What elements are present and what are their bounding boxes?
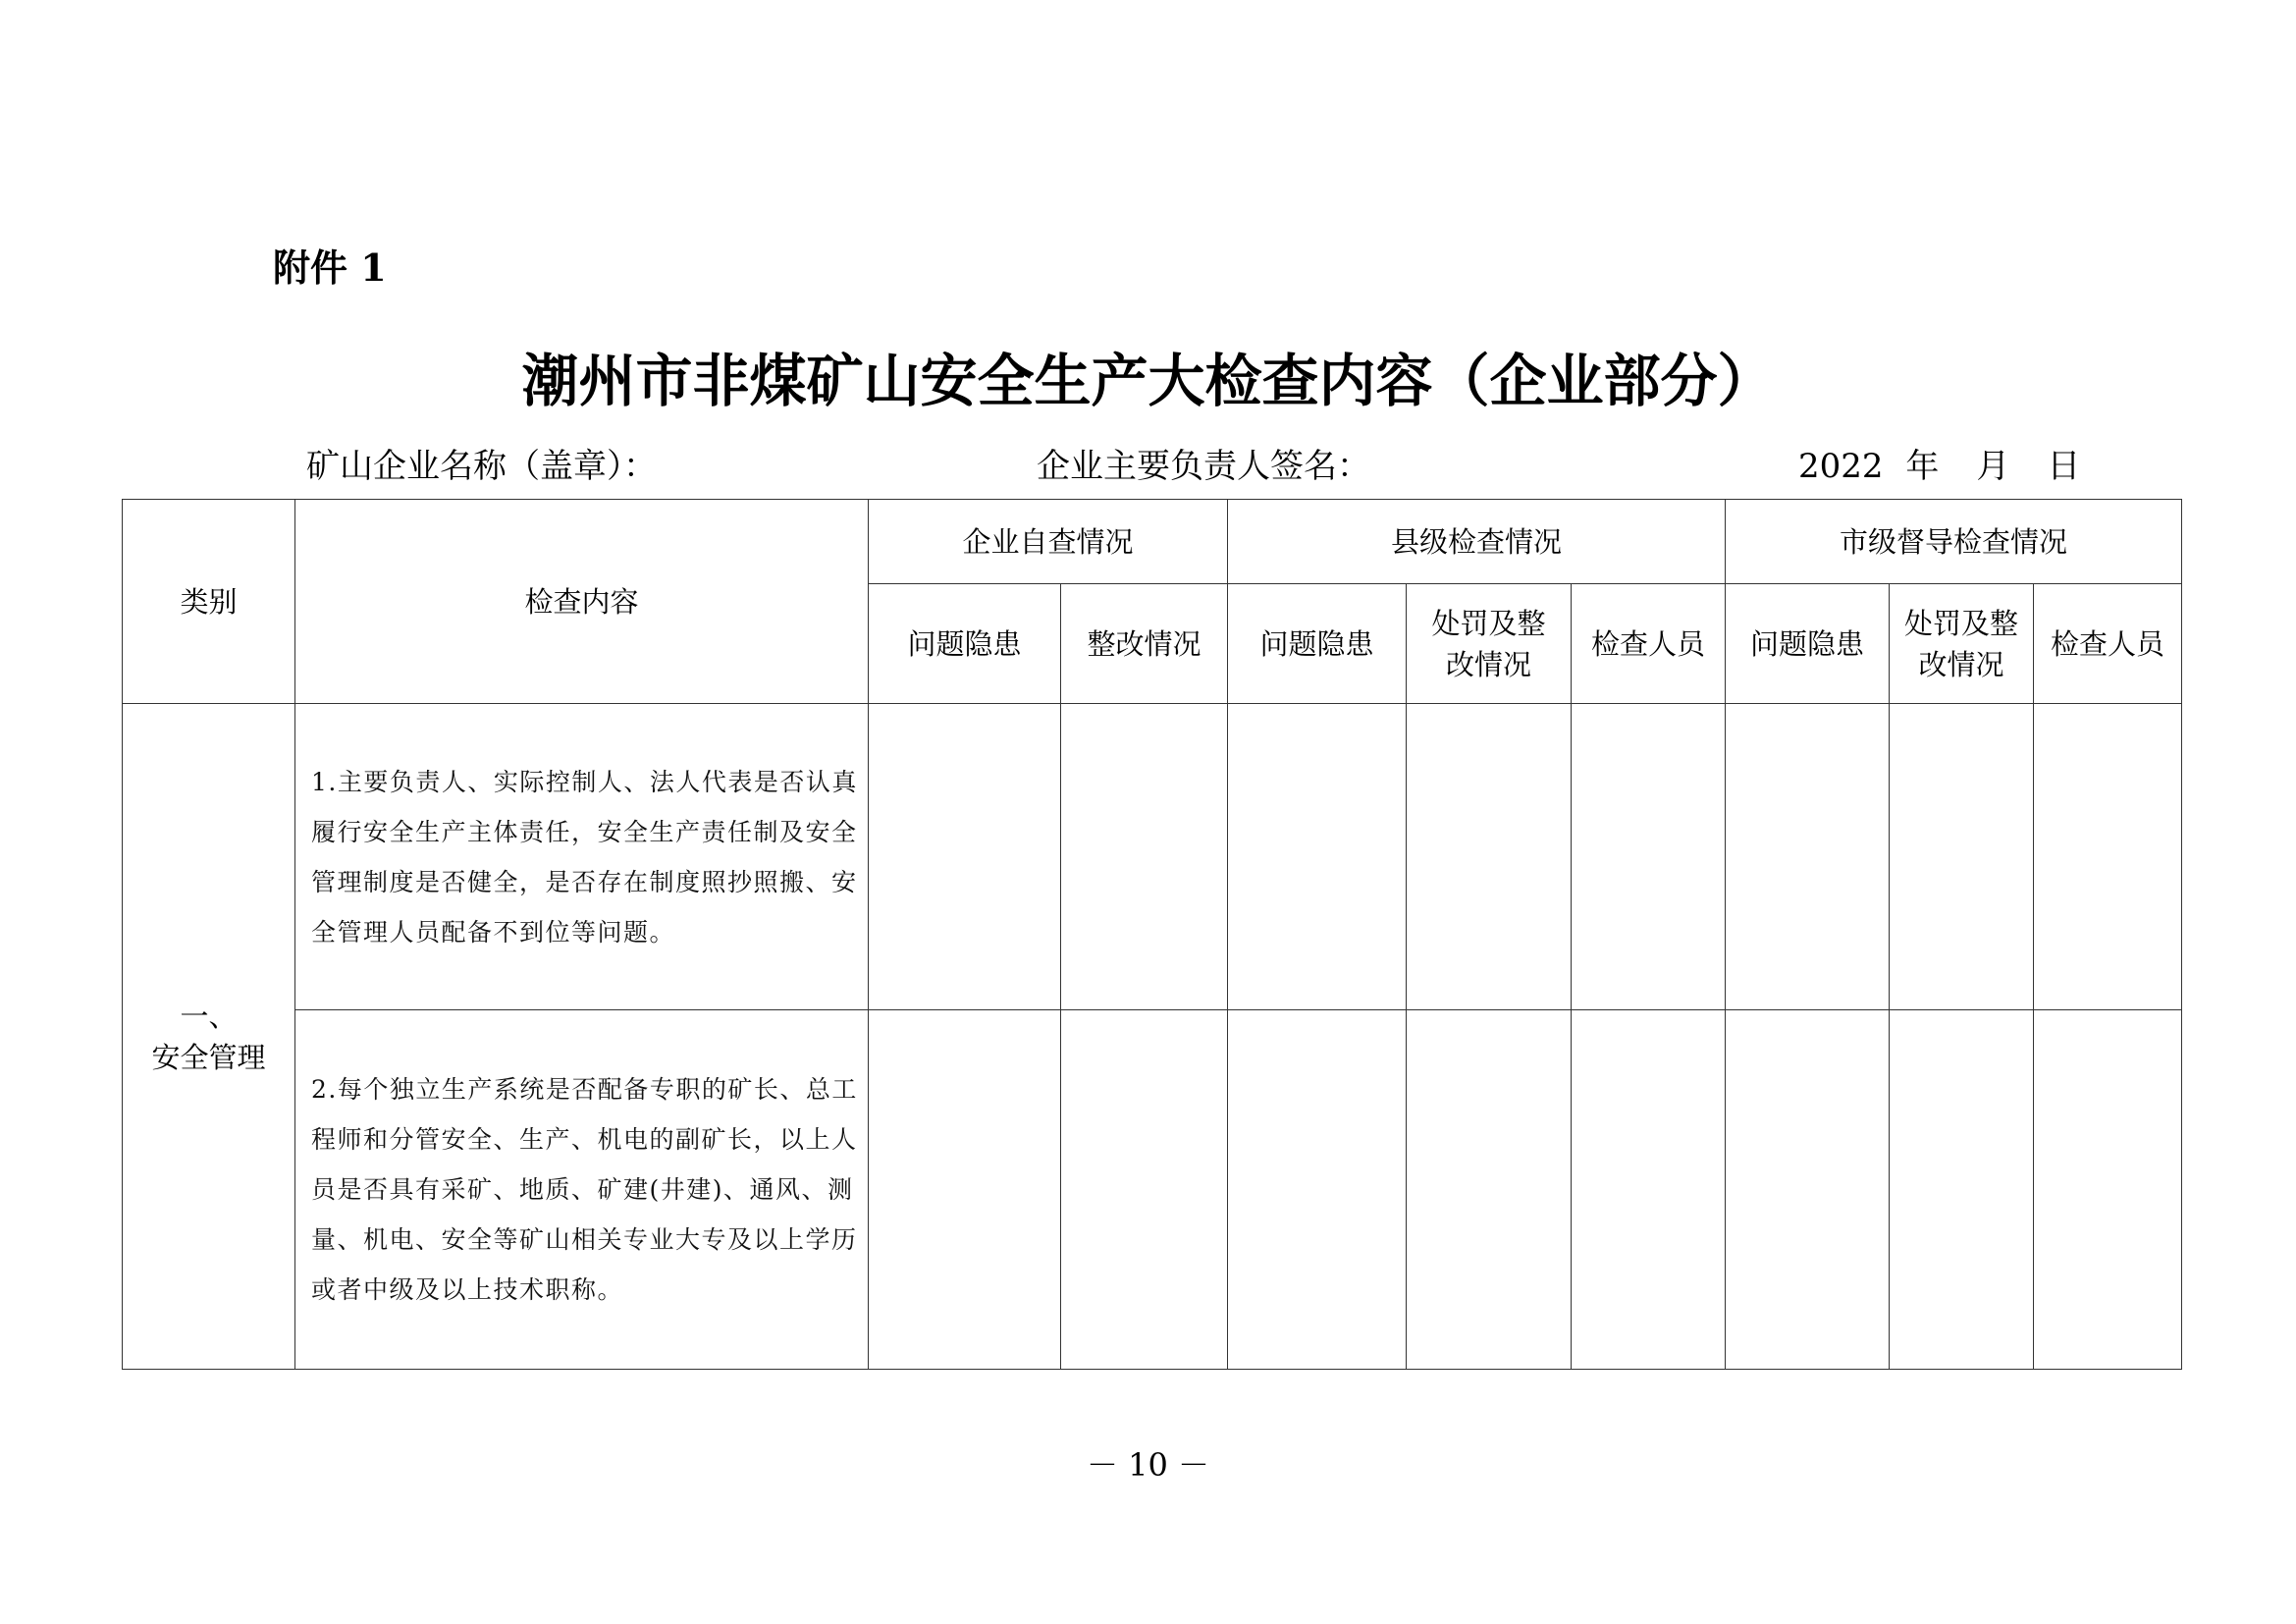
city-penalty-cell[interactable] — [1890, 704, 2034, 1010]
date-year: 2022 年 — [1798, 447, 1940, 486]
enterprise-hazards-cell[interactable] — [869, 704, 1061, 1010]
header-city-hazards: 问题隐患 — [1726, 584, 1890, 704]
header-row-groups — [123, 500, 2182, 584]
county-inspectors-cell[interactable] — [1572, 704, 1726, 1010]
enterprise-rectification-cell[interactable] — [1061, 704, 1228, 1010]
county-penalty-cell[interactable] — [1407, 704, 1572, 1010]
table-row — [123, 1010, 2182, 1370]
county-hazards-cell[interactable] — [1228, 704, 1407, 1010]
header-county-penalty-line1: 处罚及整 — [1431, 606, 1546, 640]
principal-signature-label: 企业主要负责人签名： — [1037, 447, 1370, 486]
company-name-label: 矿山企业名称（盖章）： — [306, 447, 657, 486]
page-number: － 10 － — [1086, 1446, 1210, 1484]
header-enterprise-hazards: 问题隐患 — [869, 584, 1061, 704]
inspection-table — [122, 499, 2182, 1370]
category-safety-management — [123, 704, 295, 1370]
county-inspectors-cell[interactable] — [1572, 1010, 1726, 1370]
date-month: 月 — [1976, 447, 2010, 486]
county-hazards-cell[interactable] — [1228, 1010, 1407, 1370]
header-city-penalty-line1: 处罚及整 — [1904, 606, 2019, 640]
header-city-penalty-line2: 改情况 — [1918, 647, 2004, 681]
header-group-city-supervision: 市级督导检查情况 — [1726, 500, 2182, 584]
header-content: 检查内容 — [295, 500, 869, 704]
enterprise-rectification-cell[interactable] — [1061, 1010, 1228, 1370]
check-content-cell — [295, 1010, 869, 1370]
header-city-inspectors: 检查人员 — [2034, 584, 2182, 704]
check-content-cell — [295, 704, 869, 1010]
city-inspectors-cell[interactable] — [2034, 1010, 2182, 1370]
attachment-label: 附件 1 — [273, 245, 387, 290]
date-day: 日 — [2047, 447, 2081, 486]
header-group-enterprise-self-check: 企业自查情况 — [869, 500, 1228, 584]
county-penalty-cell[interactable] — [1407, 1010, 1572, 1370]
header-county-penalty-line2: 改情况 — [1446, 647, 1532, 681]
document-title: 潮州市非煤矿山安全生产大检查内容（企业部分） — [521, 348, 1775, 414]
header-county-inspectors: 检查人员 — [1572, 584, 1726, 704]
check-item-text: 1.主要负责人、实际控制人、法人代表是否认真履行安全生产主体责任，安全生产责任制及安全管理制度是否健全，是否存在制度照抄照搬、安全管理人员配备不到位等问题。 — [311, 767, 858, 947]
header-city-penalty-rectification — [1890, 584, 2034, 704]
city-inspectors-cell[interactable] — [2034, 704, 2182, 1010]
city-hazards-cell[interactable] — [1726, 1010, 1890, 1370]
header-county-penalty-rectification — [1407, 584, 1572, 704]
header-group-county-inspection: 县级检查情况 — [1228, 500, 1726, 584]
enterprise-hazards-cell[interactable] — [869, 1010, 1061, 1370]
header-enterprise-rectification: 整改情况 — [1061, 584, 1228, 704]
city-penalty-cell[interactable] — [1890, 1010, 2034, 1370]
table-row — [123, 704, 2182, 1010]
date-line — [1798, 442, 2080, 491]
check-item-text: 2.每个独立生产系统是否配备专职的矿长、总工程师和分管安全、生产、机电的副矿长，以上人员是否具有采矿、地质、矿建(井建)、通风、测量、机电、安全等矿山相关专业大专及以上学历或者中级及以上技术职称。 — [311, 1075, 858, 1304]
header-category: 类别 — [123, 500, 295, 704]
city-hazards-cell[interactable] — [1726, 704, 1890, 1010]
header-county-hazards: 问题隐患 — [1228, 584, 1407, 704]
category-number: 一、 — [180, 999, 238, 1033]
category-label: 安全管理 — [151, 1040, 266, 1074]
